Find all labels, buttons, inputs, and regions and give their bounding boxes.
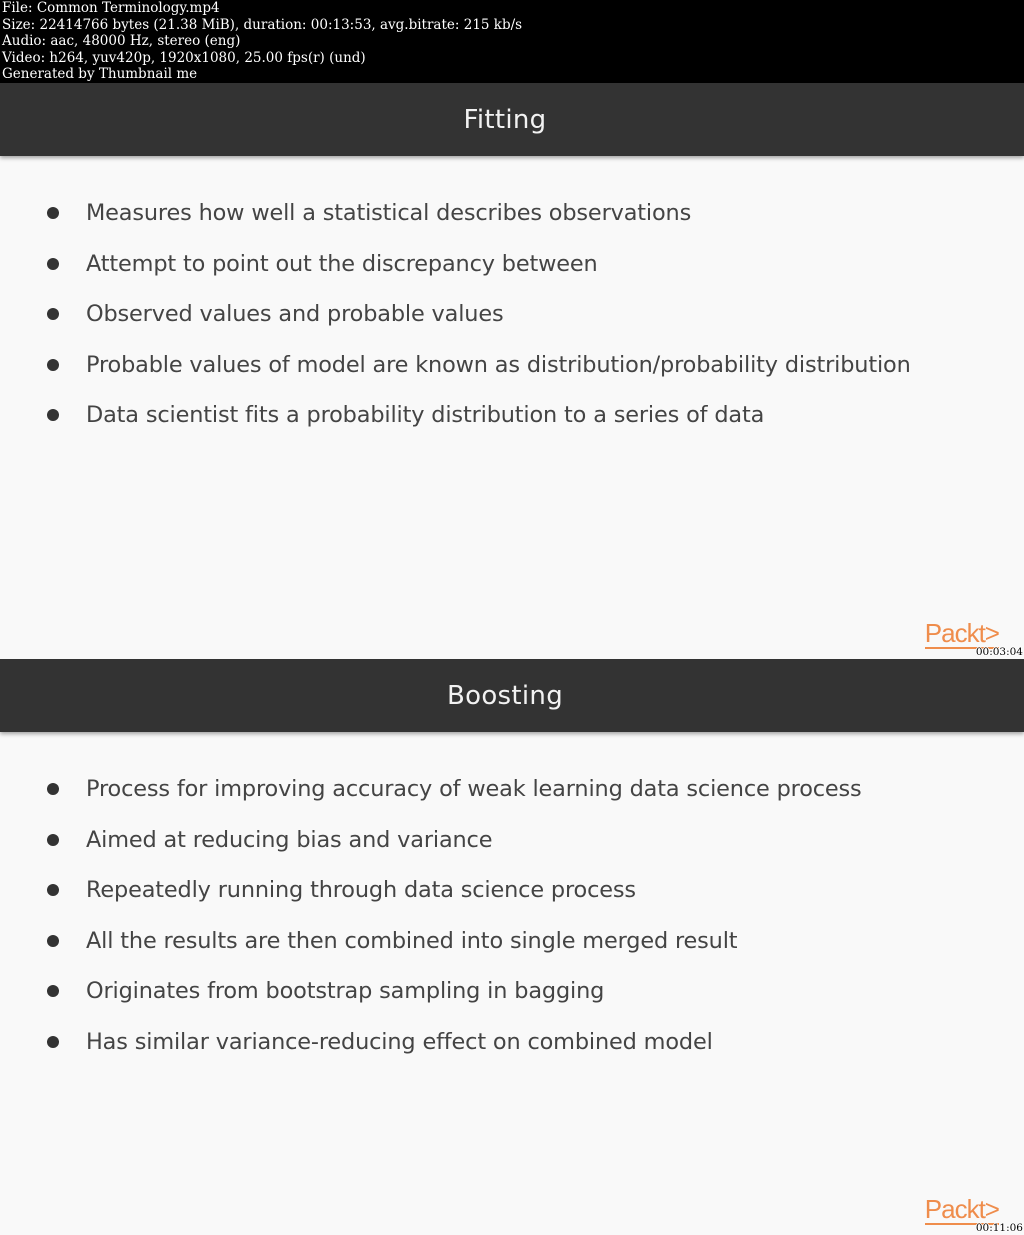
list-item <box>0 872 862 923</box>
video-frame-fitting <box>0 83 1024 659</box>
bullet-text: Measures how well a statistical describes observations <box>86 200 692 226</box>
file-size-line: Size: 22414766 bytes (21.38 MiB), duration: 00:13:53, avg.bitrate: 215 kb/s <box>2 16 523 33</box>
bullet-dot-icon <box>47 834 59 846</box>
bullet-text: Process for improving accuracy of weak learning data science process <box>86 776 862 802</box>
thumbnail-info-header <box>0 0 1024 83</box>
bullet-list <box>0 771 862 1075</box>
slide-title-bar <box>0 83 1024 156</box>
list-item <box>0 822 862 873</box>
bullet-dot-icon <box>47 409 59 421</box>
bullet-list <box>0 195 911 448</box>
bullet-text: Originates from bootstrap sampling in bagging <box>86 978 605 1005</box>
bullet-dot-icon <box>47 258 59 270</box>
slide-title-bar <box>0 659 1024 732</box>
frame-timestamp: 00:11:06 <box>975 1222 1023 1234</box>
list-item <box>0 923 862 974</box>
bullet-text: All the results are then combined into single merged result <box>86 927 738 954</box>
video-info-line: Video: h264, yuv420p, 1920x1080, 25.00 fps(r) (und) <box>2 49 366 66</box>
bullet-dot-icon <box>47 783 59 795</box>
list-item <box>0 347 911 398</box>
frame-timestamp: 00:03:04 <box>975 646 1023 658</box>
bullet-dot-icon <box>47 308 59 320</box>
bullet-dot-icon <box>47 207 59 219</box>
video-frame-boosting <box>0 659 1024 1235</box>
bullet-text: Probable values of model are known as distribution/probability distribution <box>86 351 911 378</box>
list-item <box>0 1024 862 1075</box>
packt-logo: Packt> <box>924 618 999 648</box>
list-item <box>0 397 911 448</box>
bullet-text: Repeatedly running through data science process <box>86 877 636 904</box>
list-item <box>0 246 911 297</box>
bullet-dot-icon <box>47 935 59 947</box>
generator-line: Generated by Thumbnail me <box>2 66 198 83</box>
bullet-text: Attempt to point out the discrepancy between <box>86 250 598 277</box>
packt-logo: Packt> <box>924 1194 999 1224</box>
bullet-text: Aimed at reducing bias and variance <box>86 826 493 853</box>
bullet-dot-icon <box>47 359 59 371</box>
slide-title: Boosting <box>447 680 563 711</box>
bullet-text: Observed values and probable values <box>86 301 504 328</box>
list-item <box>0 771 862 822</box>
bullet-dot-icon <box>47 884 59 896</box>
bullet-dot-icon <box>47 985 59 997</box>
file-name-line: File: Common Terminology.mp4 <box>2 0 220 16</box>
list-item <box>0 195 911 246</box>
bullet-text: Has similar variance-reducing effect on combined model <box>86 1028 713 1055</box>
list-item <box>0 973 862 1024</box>
list-item <box>0 296 911 347</box>
bullet-text: Data scientist fits a probability distribution to a series of data <box>86 402 765 429</box>
slide-title: Fitting <box>463 104 547 135</box>
audio-info-line: Audio: aac, 48000 Hz, stereo (eng) <box>2 33 241 50</box>
bullet-dot-icon <box>47 1036 59 1048</box>
